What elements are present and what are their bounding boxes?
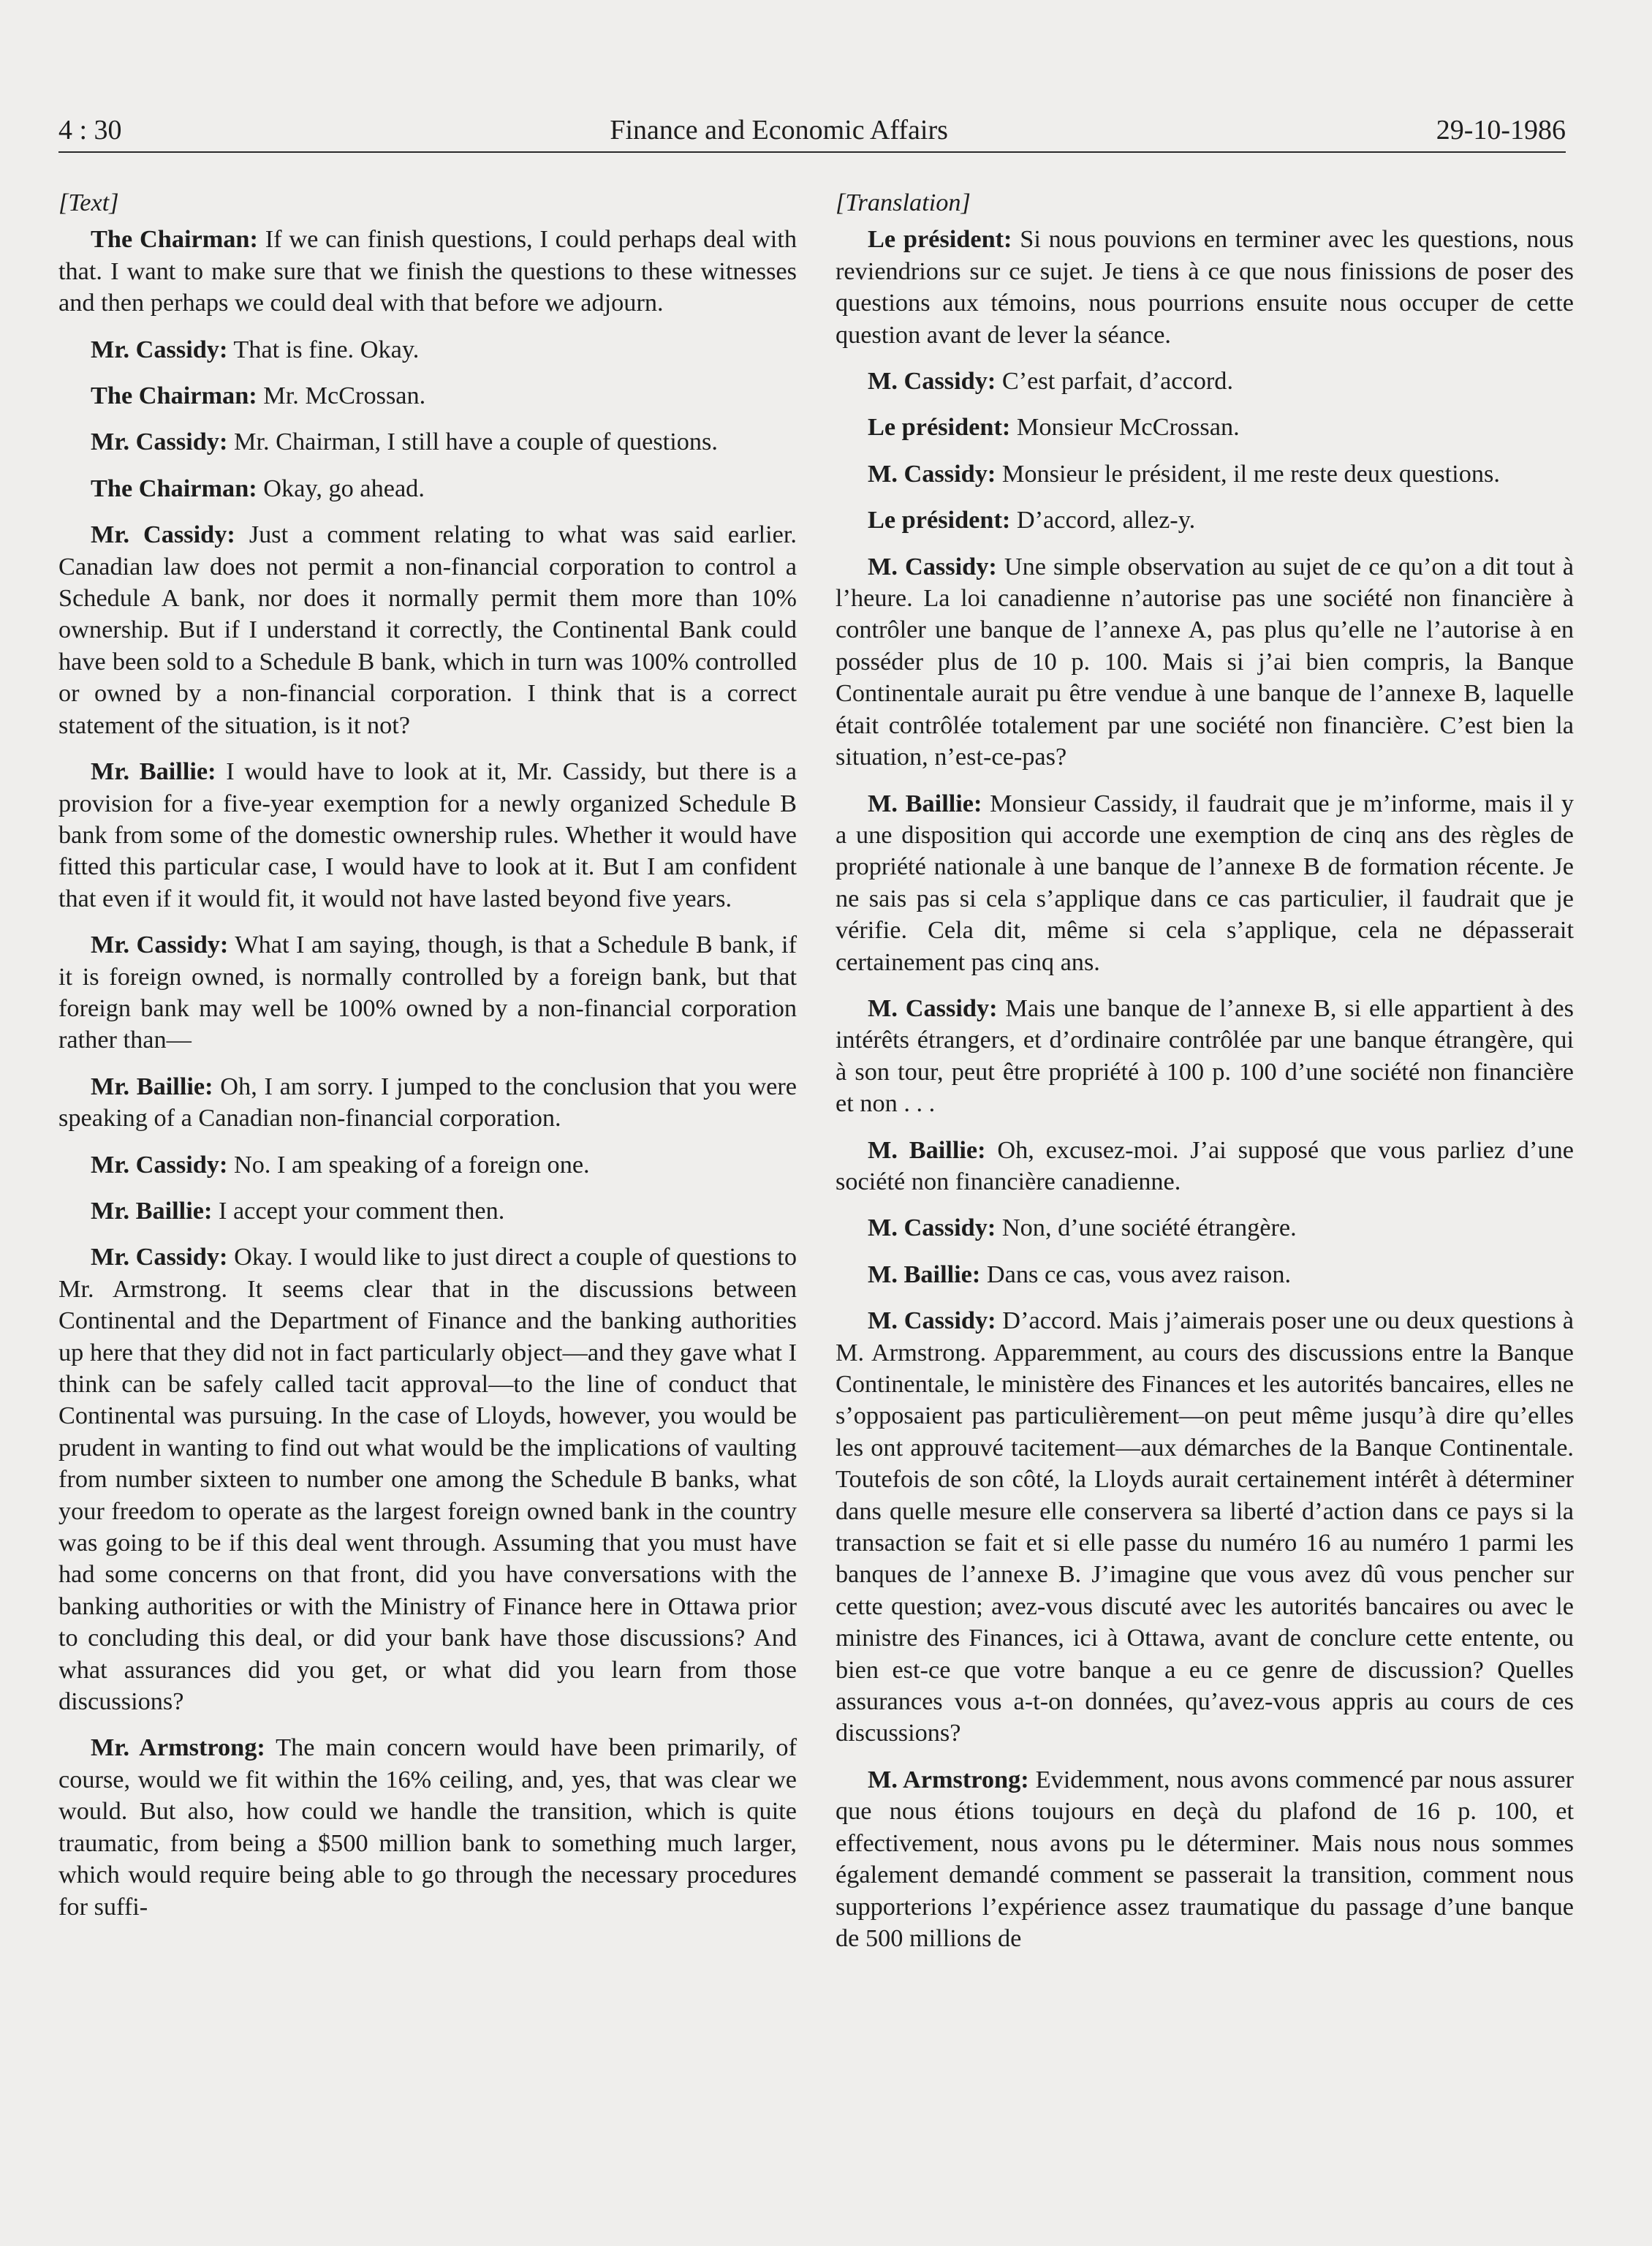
transcript-paragraph bbox=[836, 1212, 1574, 1244]
transcript-paragraph bbox=[58, 1195, 797, 1227]
transcript-paragraph bbox=[836, 1305, 1574, 1750]
speaker-name: M. Cassidy: bbox=[868, 552, 997, 581]
transcript-paragraph bbox=[58, 334, 797, 366]
transcript-paragraph bbox=[58, 380, 797, 412]
paragraph-text: No. I am speaking of a foreign one. bbox=[227, 1150, 590, 1179]
transcript-paragraph bbox=[58, 1241, 797, 1717]
transcript-paragraph bbox=[836, 366, 1574, 397]
speaker-name: Le président: bbox=[868, 225, 1012, 254]
transcript-paragraph bbox=[58, 473, 797, 504]
paragraph-text: If we can finish questions, I could perhaps deal with that. I want to make sure that we finish the questions to these witnesses and then perhaps we could deal with that before we adjourn. bbox=[58, 225, 797, 317]
paragraph-text: Mais une banque de l’annexe B, si elle appartient à des intérêts étrangers, et d’ordinaire contrôlée par une banque étrangère, qui à son tour, peut être propriété à 100 p. 100 d’une société non financière et non . . . bbox=[836, 994, 1574, 1118]
paragraph-text: Oh, excusez-moi. J’ai supposé que vous parliez d’une société non financière canadienne. bbox=[836, 1135, 1574, 1195]
speaker-name: M. Cassidy: bbox=[868, 994, 998, 1022]
paragraph-text: I would have to look at it, Mr. Cassidy, but there is a provision for a five-year exemption for a newly organized Schedule B bank from some of the domestic ownership rules. Whether it would have fitted this particular case, I would have to look at it. But I am confident that even if it would fit, it would not have lasted beyond five years. bbox=[58, 757, 797, 912]
speaker-name: M. Cassidy: bbox=[868, 367, 996, 396]
paragraph-text: I accept your comment then. bbox=[212, 1196, 505, 1225]
speaker-name: Mr. Cassidy: bbox=[91, 521, 235, 549]
speaker-name: M. Armstrong: bbox=[868, 1765, 1029, 1793]
transcript-paragraph bbox=[58, 1071, 797, 1135]
transcript-paragraph bbox=[836, 1135, 1574, 1198]
transcript-paragraph bbox=[836, 504, 1574, 536]
page-number: 4 : 30 bbox=[58, 115, 122, 145]
column-label-text: [Text] bbox=[58, 189, 119, 216]
transcript-paragraph bbox=[58, 1732, 797, 1922]
transcript-paragraph bbox=[58, 519, 797, 741]
transcript-paragraph bbox=[836, 1764, 1574, 1954]
speaker-name: M. Baillie: bbox=[868, 789, 982, 817]
paragraph-text: Dans ce cas, vous avez raison. bbox=[980, 1260, 1292, 1288]
paragraph-text: Monsieur le président, il me reste deux questions. bbox=[996, 459, 1500, 488]
speaker-name: Mr. Cassidy: bbox=[91, 1243, 228, 1271]
speaker-name: The Chairman: bbox=[91, 382, 257, 410]
transcript-paragraph bbox=[836, 224, 1574, 351]
speaker-name: Le président: bbox=[868, 506, 1011, 534]
paragraph-text: The main concern would have been primarily, of course, would we fit within the 16% ceiling, and, yes, that was clear we would. But also, how could we handle the transition, which is quite traumatic, from being a $500 million bank to something much larger, which would require being able to go through the necessary procedures for suffi- bbox=[58, 1733, 797, 1921]
transcript-paragraph bbox=[836, 1259, 1574, 1290]
paragraph-text: Oh, I am sorry. I jumped to the conclusion that you were speaking of a Canadian non-financial corporation. bbox=[58, 1072, 797, 1133]
speaker-name: Mr. Baillie: bbox=[91, 1196, 213, 1225]
transcript-paragraph bbox=[836, 788, 1574, 978]
speaker-name: M. Cassidy: bbox=[868, 1307, 996, 1335]
speaker-name: Mr. Cassidy: bbox=[91, 428, 228, 456]
speaker-name: M. Cassidy: bbox=[868, 459, 996, 488]
paragraph-text: Mr. McCrossan. bbox=[257, 382, 426, 410]
page-header bbox=[58, 114, 1566, 146]
speaker-name: The Chairman: bbox=[91, 474, 257, 502]
speaker-name: Le président: bbox=[868, 413, 1011, 442]
transcript-paragraph bbox=[58, 224, 797, 319]
transcript-paragraph bbox=[836, 412, 1574, 443]
english-column bbox=[58, 187, 797, 1937]
paragraph-text: Evidemment, nous avons commencé par nous assurer que nous étions toujours en deçà du plafond de 16 p. 100, et effectivement, nous avons pu le déterminer. Mais nous nous sommes également demandé comment se passerait la transition, comment nous supporterions l’expérience assez traumatique du passage d’une banque de 500 millions de bbox=[836, 1765, 1574, 1952]
paragraph-text: Okay, go ahead. bbox=[257, 474, 425, 502]
transcript-paragraph bbox=[58, 426, 797, 458]
speaker-name: M. Baillie: bbox=[868, 1135, 986, 1164]
transcript-paragraph bbox=[58, 756, 797, 915]
speaker-name: Mr. Cassidy: bbox=[91, 335, 228, 363]
paragraph-text: Monsieur Cassidy, il faudrait que je m’informe, mais il y a une disposition qui accorde une exemption de cinq ans des règles de propriété nationale à une banque de l’annexe B de formation récente. Je ne sais pas si cela s’applique dans ce cas particulier, il faudrait que je vérifie. Cela dit, même si cela s’applique, cela ne dépasserait certainement pas cinq ans. bbox=[836, 789, 1575, 976]
paragraph-text: Non, d’une société étrangère. bbox=[996, 1214, 1297, 1242]
header-rule bbox=[58, 151, 1566, 153]
french-column bbox=[836, 187, 1574, 1969]
paragraph-text: D’accord. Mais j’aimerais poser une ou deux questions à M. Armstrong. Apparemment, au cours des discussions entre la Banque Continentale, le ministère des Finances et les autorités bancaires, elles ne s’opposaient pas particulièrement—on peut même jusqu’à dire qu’elles les ont approuvé tacitement—aux démarches de la Banque Continentale. Toutefois de son côté, la Lloyds aurait certainement intérêt à déterminer dans quelle mesure elle conservera sa liberté d’action dans ce pays si la transaction se fait et si elle passe du numéro 16 au numéro 1 parmi les banques de l’annexe B. J’imagine que vous avez dû vous pencher sur cette question; avez-vous discuté avec les autorités bancaires ou avec le ministre des Finances, ici à Ottawa, avant de conclure cette entente, ou bien est-ce que votre banque a eu ce genre de discussion? Quelles assurances vous a-t-on données, qu’avez-vous appris au cours de ces discussions? bbox=[836, 1307, 1574, 1747]
speaker-name: Mr. Cassidy: bbox=[91, 1150, 228, 1179]
speaker-name: The Chairman: bbox=[91, 225, 258, 254]
speaker-name: Mr. Baillie: bbox=[91, 757, 216, 786]
paragraph-text: That is fine. Okay. bbox=[227, 335, 420, 363]
paragraph-text: Mr. Chairman, I still have a couple of questions. bbox=[227, 428, 718, 456]
page-date: 29-10-1986 bbox=[1436, 115, 1566, 145]
speaker-name: Mr. Baillie: bbox=[91, 1072, 213, 1100]
paragraph-text: Une simple observation au sujet de ce qu’on a dit tout à l’heure. La loi canadienne n’autorise pas une société non financière à contrôler une banque de l’annexe A, pas plus qu’elle ne l’autorise à en posséder plus de 10 p. 100. Mais si j’ai bien compris, la Banque Continentale aurait pu être vendue à une banque de l’annexe B, laquelle était contrôlée totalement par une société non financière. C’est bien la situation, n’est-ce-pas? bbox=[836, 552, 1574, 771]
paragraph-text: Si nous pouvions en terminer avec les questions, nous reviendrions sur ce sujet. Je tiens à ce que nous finissions de poser des questions aux témoins, nous pourrions ensuite nous occuper de cette question avant de lever la séance. bbox=[836, 225, 1574, 349]
speaker-name: Mr. Armstrong: bbox=[91, 1733, 265, 1762]
paragraph-text: Okay. I would like to just direct a couple of questions to Mr. Armstrong. It seems clear that in the discussions between Continental and the Department of Finance and the banking authorities up here that they did not in fact particularly object—and they gave what I think can be safely called tacit approval—to the line of conduct that Continental was pursuing. In the case of Lloyds, however, you would be prudent in wanting to find out what would be the implications of vaulting from number sixteen to number one among the Schedule B banks, what your freedom to operate as the largest foreign owned bank in the country was going to be if this deal went through. Assuming that you must have had some concerns on that front, did you have conversations with the banking authorities or with the Ministry of Finance here in Ottawa prior to concluding this deal, or did your bank have those discussions? And what assurances did you get, or what did you learn from those discussions? bbox=[58, 1243, 797, 1716]
paragraph-text: C’est parfait, d’accord. bbox=[996, 367, 1234, 396]
paragraph-text: Just a comment relating to what was said earlier. Canadian law does not permit a non-financial corporation to control a Schedule A bank, nor does it normally permit them more than 10% ownership. But if I understand it correctly, the Continental Bank could have been sold to a Schedule B bank, which in turn was 100% controlled or owned by a non-financial corporation. I think that is a correct statement of the situation, is it not? bbox=[58, 521, 797, 739]
publication-title: Finance and Economic Affairs bbox=[610, 115, 948, 145]
transcript-paragraph bbox=[58, 929, 797, 1056]
paragraph-text: D’accord, allez-y. bbox=[1010, 506, 1196, 534]
transcript-paragraph bbox=[836, 551, 1574, 774]
transcript-paragraph bbox=[836, 993, 1574, 1120]
speaker-name: M. Cassidy: bbox=[868, 1214, 996, 1242]
paragraph-text: Monsieur McCrossan. bbox=[1010, 413, 1240, 442]
column-label-translation: [Translation] bbox=[836, 189, 971, 216]
transcript-paragraph bbox=[836, 458, 1574, 490]
speaker-name: Mr. Cassidy: bbox=[91, 931, 229, 959]
transcript-paragraph bbox=[58, 1149, 797, 1181]
speaker-name: M. Baillie: bbox=[868, 1260, 981, 1288]
paragraph-text: What I am saying, though, is that a Schedule B bank, if it is foreign owned, is normally controlled by a foreign bank, but that foreign bank may well be 100% owned by a non-financial corporation rather than— bbox=[58, 931, 797, 1054]
